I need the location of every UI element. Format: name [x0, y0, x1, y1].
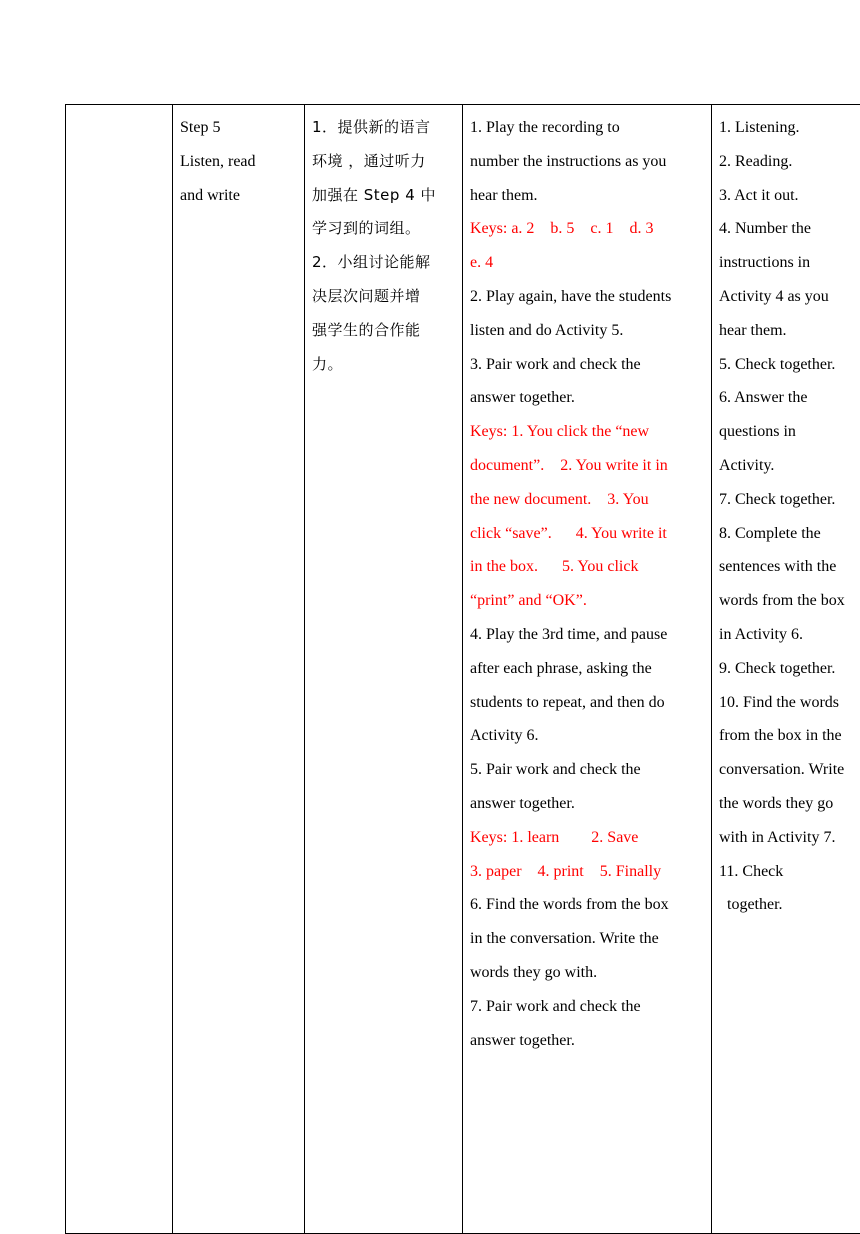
student-line: together.: [719, 888, 860, 922]
student-line: Activity 4 as you: [719, 280, 860, 314]
student-line: the words they go: [719, 787, 860, 821]
step-title: Step 5: [180, 111, 297, 145]
answer-key-line: 3. paper 4. print 5. Finally: [470, 855, 704, 889]
answer-key-line: Keys: a. 2 b. 5 c. 1 d. 3: [470, 212, 704, 246]
purpose-line: 决层次问题并增: [312, 280, 455, 314]
student-line: Activity.: [719, 449, 860, 483]
student-line: 8. Complete the: [719, 517, 860, 551]
student-line: with in Activity 7.: [719, 821, 860, 855]
answer-key-line: e. 4: [470, 246, 704, 280]
purpose-line: 环境 ，通过听力: [312, 145, 455, 179]
teacher-line: 6. Find the words from the box: [470, 888, 704, 922]
step-subtitle-line: Listen, read: [180, 145, 297, 179]
student-line: 1. Listening.: [719, 111, 860, 145]
answer-key-line: document”. 2. You write it in: [470, 449, 704, 483]
blank-cell: [66, 105, 173, 1234]
teacher-line: 3. Pair work and check the: [470, 348, 704, 382]
teacher-line: 2. Play again, have the students: [470, 280, 704, 314]
student-line: instructions in: [719, 246, 860, 280]
student-line: conversation. Write: [719, 753, 860, 787]
teacher-line: 4. Play the 3rd time, and pause: [470, 618, 704, 652]
student-line: in Activity 6.: [719, 618, 860, 652]
student-line: 2. Reading.: [719, 145, 860, 179]
purpose-line: 力。: [312, 348, 455, 382]
student-line: questions in: [719, 415, 860, 449]
teacher-line: 7. Pair work and check the: [470, 990, 704, 1024]
purpose-line: 1．提供新的语言: [312, 111, 455, 145]
teacher-line: in the conversation. Write the: [470, 922, 704, 956]
step-cell: [173, 105, 305, 1234]
student-line: 10. Find the words: [719, 686, 860, 720]
teacher-line: students to repeat, and then do: [470, 686, 704, 720]
lesson-plan-table: [65, 104, 860, 1234]
table-row: [66, 105, 860, 1234]
teacher-line: listen and do Activity 5.: [470, 314, 704, 348]
student-line: 4. Number the: [719, 212, 860, 246]
teacher-line: answer together.: [470, 1024, 704, 1058]
answer-key-line: the new document. 3. You: [470, 483, 704, 517]
student-line: 7. Check together.: [719, 483, 860, 517]
teacher-line: number the instructions as you: [470, 145, 704, 179]
answer-key-line: “print” and “OK”.: [470, 584, 704, 618]
answer-key-line: Keys: 1. learn 2. Save: [470, 821, 704, 855]
teacher-line: Activity 6.: [470, 719, 704, 753]
teacher-activity-cell: [463, 105, 712, 1234]
student-line: sentences with the: [719, 550, 860, 584]
answer-key-line: in the box. 5. You click: [470, 550, 704, 584]
purpose-line: 学习到的词组。: [312, 212, 455, 246]
teacher-line: 1. Play the recording to: [470, 111, 704, 145]
purpose-line: 2．小组讨论能解: [312, 246, 455, 280]
answer-key-line: Keys: 1. You click the “new: [470, 415, 704, 449]
student-line: 9. Check together.: [719, 652, 860, 686]
teacher-line: after each phrase, asking the: [470, 652, 704, 686]
purpose-line: 强学生的合作能: [312, 314, 455, 348]
teacher-line: 5. Pair work and check the: [470, 753, 704, 787]
student-line: 5. Check together.: [719, 348, 860, 382]
teacher-line: words they go with.: [470, 956, 704, 990]
student-line: 11. Check: [719, 855, 860, 889]
purpose-line: 加强在 Step 4 中: [312, 179, 455, 213]
student-line: hear them.: [719, 314, 860, 348]
student-line: 3. Act it out.: [719, 179, 860, 213]
step-subtitle-line: and write: [180, 179, 297, 213]
teacher-line: answer together.: [470, 381, 704, 415]
student-line: from the box in the: [719, 719, 860, 753]
student-activity-cell: [712, 105, 860, 1234]
student-line: words from the box: [719, 584, 860, 618]
teacher-line: answer together.: [470, 787, 704, 821]
student-line: 6. Answer the: [719, 381, 860, 415]
purpose-cell: [305, 105, 463, 1234]
answer-key-line: click “save”. 4. You write it: [470, 517, 704, 551]
teacher-line: hear them.: [470, 179, 704, 213]
